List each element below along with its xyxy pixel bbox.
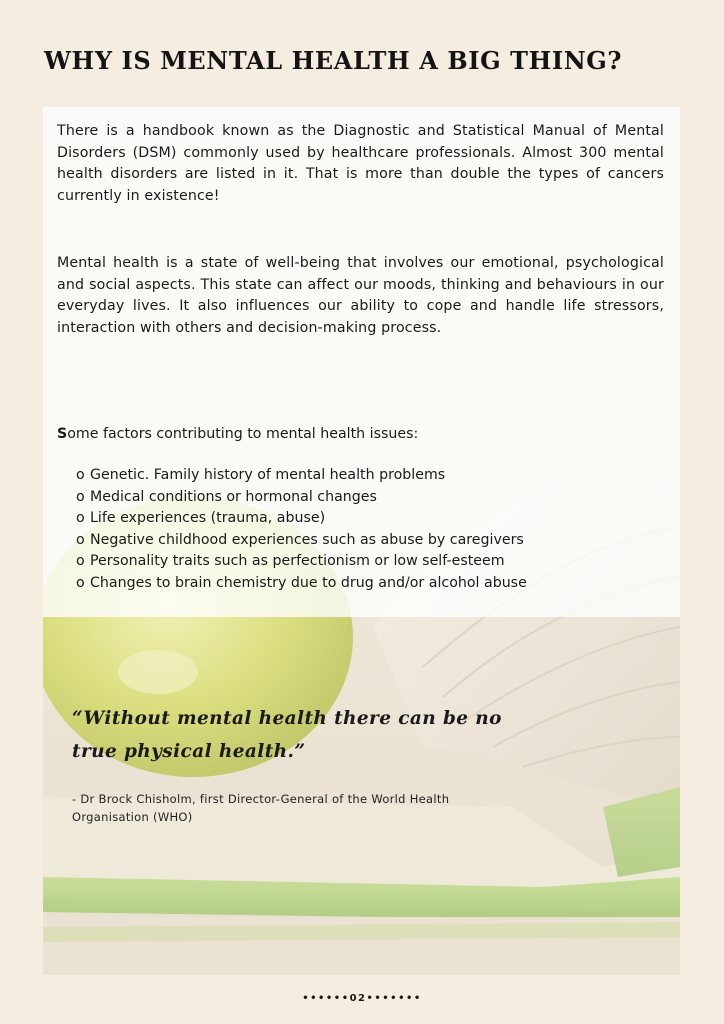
paragraph-definition: Mental health is a state of well-being that involves our emotional, psychological and social aspects. This state can affect our moods, thinking and behaviours in our everyday lives. It also influences our ability to cope and handle life stressors, interaction with others and decision-making process. — [57, 255, 664, 336]
factor-text: Personality traits such as perfectionism or low self-esteem — [90, 553, 505, 569]
factor-text: Negative childhood experiences such as abuse by caregivers — [90, 531, 524, 548]
list-item — [76, 465, 676, 487]
page-number: ••••••02••••••• — [302, 993, 422, 1004]
list-item — [76, 508, 676, 530]
factors-heading — [57, 424, 664, 446]
list-item — [76, 551, 676, 573]
list-item — [76, 573, 676, 595]
factor-text: Changes to brain chemistry due to drug and/or alcohol abuse — [90, 574, 527, 591]
factors-heading-initial: S — [57, 426, 68, 442]
factor-text: Life experiences (trauma, abuse) — [90, 510, 326, 526]
bullet-marker: o — [76, 574, 85, 591]
bullet-marker: o — [76, 553, 85, 569]
factor-text: Genetic. Family history of mental health problems — [90, 467, 446, 483]
bullet-marker: o — [76, 510, 85, 526]
paragraph-dsm: There is a handbook known as the Diagnostic and Statistical Manual of Mental Disorders (DSM) commonly used by healthcare professionals. Almost 300 mental health disorders are listed in it. That is more than double the types of cancers currently in existence! — [57, 123, 664, 204]
bullet-marker: o — [76, 531, 85, 548]
page-title: WHY IS MENTAL HEALTH A BIG THING? — [44, 46, 623, 75]
factors-heading-text: ome factors contributing to mental health issues: — [67, 426, 419, 442]
list-item — [76, 530, 676, 552]
bullet-marker: o — [76, 467, 85, 483]
bullet-marker: o — [76, 488, 85, 505]
quote-attribution: - Dr Brock Chisholm, first Director-General of the World Health Organisation (WHO) — [72, 792, 450, 824]
factors-list — [76, 465, 676, 594]
factor-text: Medical conditions or hormonal changes — [90, 488, 377, 505]
quote-text: “Without mental health there can be no true physical health.” — [72, 708, 502, 762]
list-item — [76, 487, 676, 509]
